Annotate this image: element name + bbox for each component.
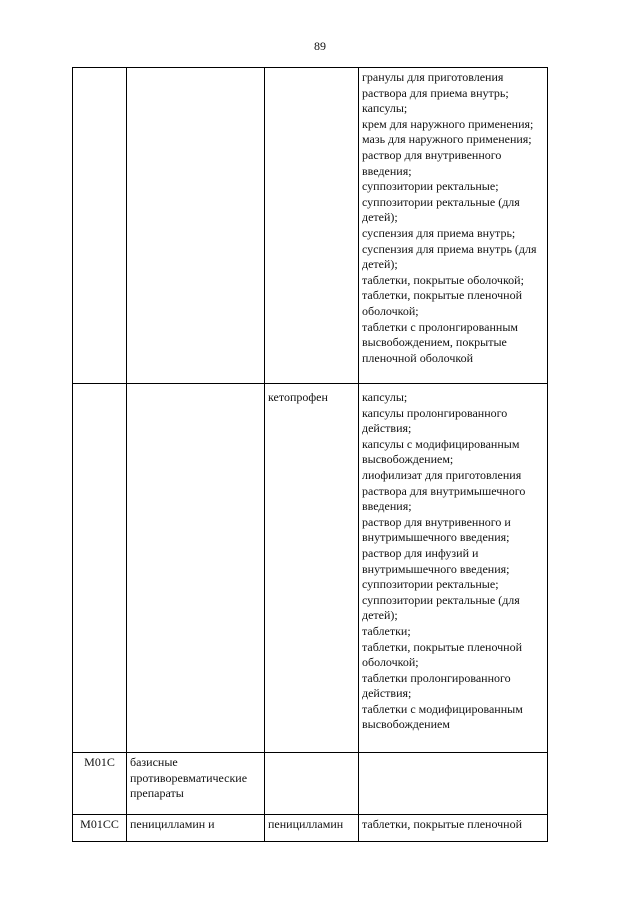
anatomical-group-cell <box>127 753 265 815</box>
atc-code-cell <box>73 68 127 384</box>
dosage-form-line: крем для наружного применения; <box>362 116 534 131</box>
dosage-form-line: суппозитории ректальные; <box>362 577 499 592</box>
dosage-form-line: пленочной оболочкой <box>362 350 474 365</box>
dosage-form-line: введения; <box>362 499 412 514</box>
dosage-form-line: капсулы пролонгированного <box>362 405 508 420</box>
dosage-form-line: раствор для внутривенного и <box>362 514 511 529</box>
dosage-forms-cell <box>359 815 548 842</box>
dosage-form-line: капсулы; <box>362 101 408 116</box>
group-name-line: базисные <box>130 755 178 769</box>
group-name-line: противоревматические <box>130 770 248 785</box>
dosage-form-line: суспензия для приема внутрь (для <box>362 241 537 256</box>
table-row <box>73 753 548 815</box>
dosage-form-line: суспензия для приема внутрь; <box>362 225 516 240</box>
atc-code-cell <box>73 384 127 753</box>
dosage-form-line: раствор для внутривенного <box>362 147 502 162</box>
dosage-forms-cell <box>359 753 548 815</box>
anatomical-group-cell <box>127 68 265 384</box>
atc-code-cell: M01C <box>73 753 127 815</box>
dosage-forms-cell <box>359 68 548 384</box>
dosage-form-line: таблетки; <box>362 623 411 638</box>
anatomical-group-cell <box>127 815 265 842</box>
dosage-form-line: мазь для наружного применения; <box>362 132 532 147</box>
table-row <box>73 815 548 842</box>
inn-cell <box>265 753 359 815</box>
dosage-form-line: детей); <box>362 608 398 623</box>
inn-cell: кетопрофен <box>265 384 359 753</box>
dosage-form-line: высвобождением <box>362 717 450 732</box>
table-row <box>73 68 548 384</box>
dosage-form-line: суппозитории ректальные (для <box>362 592 520 607</box>
dosage-form-line: капсулы; <box>362 390 408 404</box>
dosage-form-line: гранулы для приготовления <box>362 70 504 84</box>
dosage-form-line: таблетки пролонгированного <box>362 670 511 685</box>
dosage-form-line: действия; <box>362 421 412 436</box>
dosage-form-line: высвобождением; <box>362 452 454 467</box>
group-name-line: пеницилламин и <box>130 817 215 831</box>
dosage-form-line: таблетки с пролонгированным <box>362 319 519 334</box>
dosage-form-line: действия; <box>362 686 412 701</box>
dosage-form-line: лиофилизат для приготовления <box>362 467 522 482</box>
inn-cell: пеницилламин <box>265 815 359 842</box>
page-number: 89 <box>314 39 326 53</box>
dosage-form-line: раствора для внутримышечного <box>362 483 526 498</box>
dosage-form-line: внутримышечного введения; <box>362 561 510 576</box>
dosage-form-line: высвобождением, покрытые <box>362 335 507 350</box>
dosage-form-line: таблетки с модифицированным <box>362 701 523 716</box>
dosage-form-line: оболочкой; <box>362 655 419 670</box>
dosage-form-line: таблетки, покрытые пленочной <box>362 817 523 831</box>
dosage-form-line: детей); <box>362 210 398 225</box>
dosage-form-line: введения; <box>362 163 412 178</box>
dosage-form-line: таблетки, покрытые пленочной <box>362 639 523 654</box>
dosage-forms-cell <box>359 384 548 753</box>
drug-table <box>72 67 548 842</box>
table-row <box>73 384 548 753</box>
dosage-form-line: внутримышечного введения; <box>362 530 510 545</box>
dosage-form-line: капсулы с модифицированным <box>362 436 520 451</box>
dosage-form-line: суппозитории ректальные; <box>362 179 499 194</box>
dosage-form-line: детей); <box>362 257 398 272</box>
dosage-form-line: раствора для приема внутрь; <box>362 85 509 100</box>
dosage-form-line: оболочкой; <box>362 303 419 318</box>
dosage-form-line: раствор для инфузий и <box>362 545 479 560</box>
group-name-line: препараты <box>130 786 184 801</box>
dosage-form-line: суппозитории ректальные (для <box>362 194 520 209</box>
inn-cell <box>265 68 359 384</box>
atc-code-cell: M01CC <box>73 815 127 842</box>
dosage-form-line: таблетки, покрытые пленочной <box>362 288 523 303</box>
anatomical-group-cell <box>127 384 265 753</box>
dosage-form-line: таблетки, покрытые оболочкой; <box>362 272 524 287</box>
